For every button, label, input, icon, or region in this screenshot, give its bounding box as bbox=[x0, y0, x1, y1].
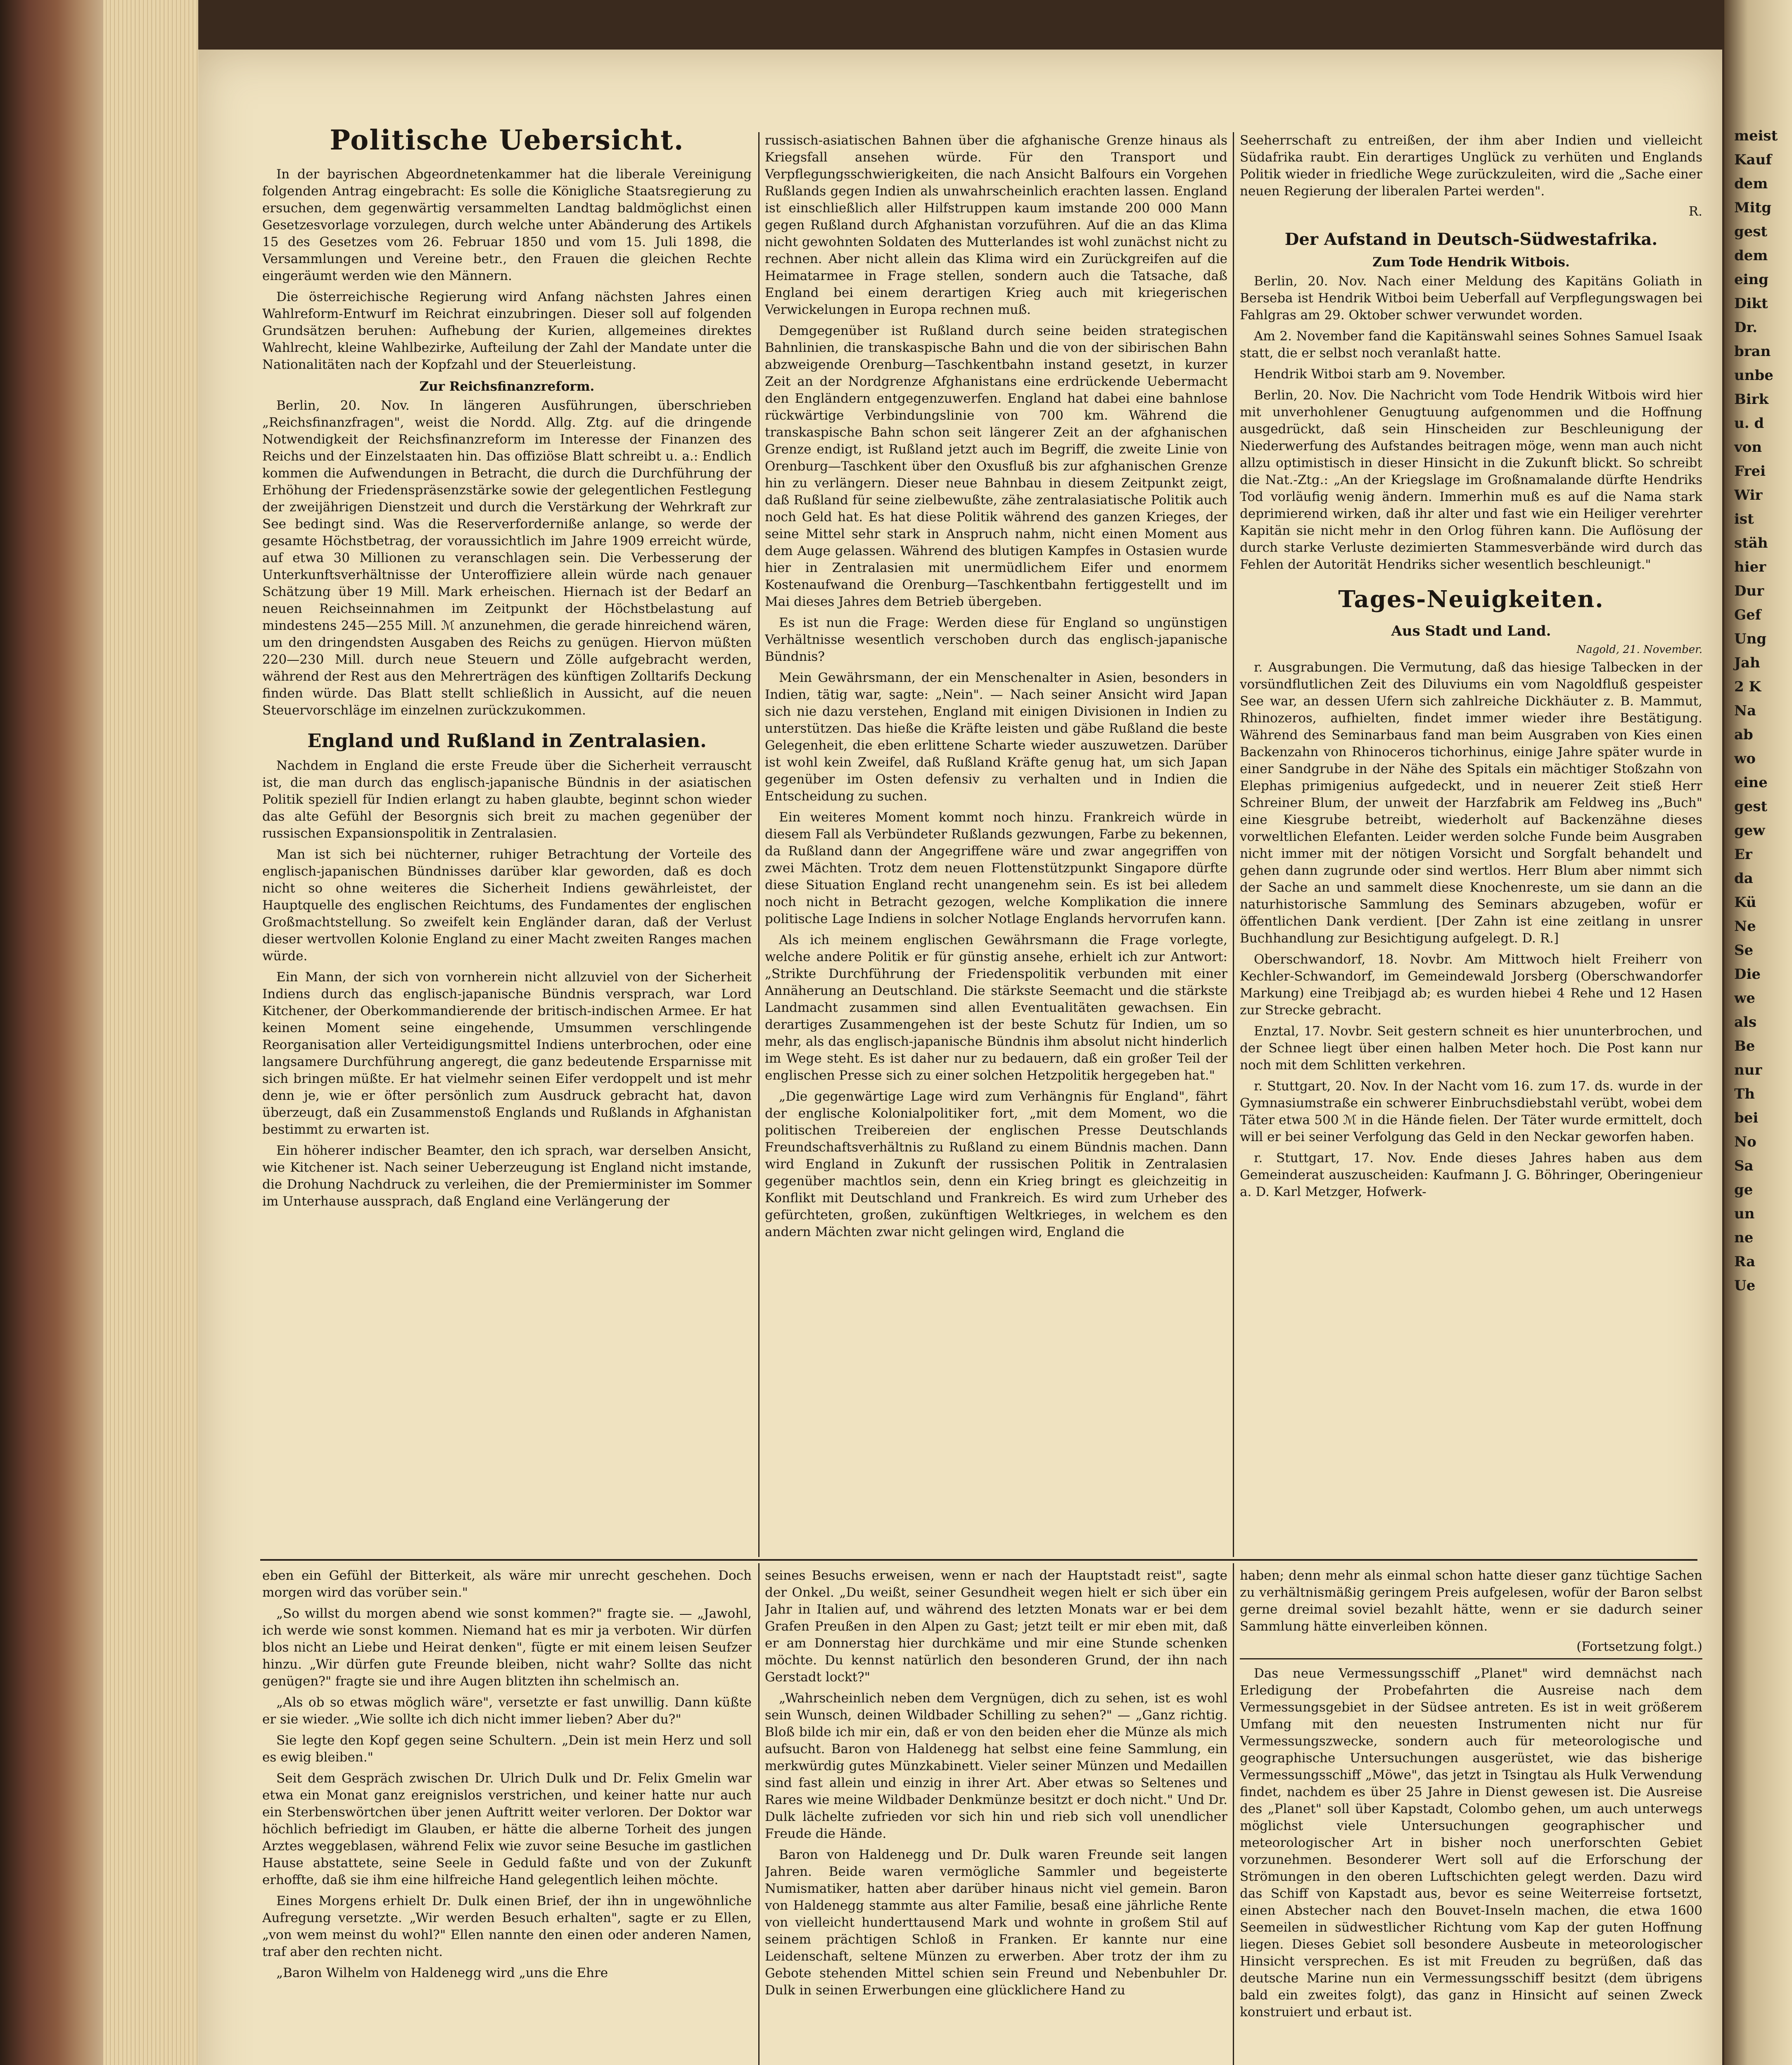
adjacent-page-fragment: von bbox=[1734, 439, 1762, 456]
article-paragraph: „Die gegenwärtige Lage wird zum Verhängnis für England", fährt der englische Kolonialpolitiker fort, „mit dem Moment, wo die politischen Treibereien der englischen Presse Deutschlands Freundschaftsverhältnis zu Rußland zu einem Bündnis machen. Dann wird England in Zukunft der russischen Politik in Zentralasien gegenüber machtlos sein, denn ein Krieg bringt es gleichzeitig in Konflikt mit Deutschland und Frankreich. Es wird zum Urheber des gefürchteten, großen, zukünftigen Weltkrieges, in welchem es den andern Mächten zwar nicht gelingen wird, England die bbox=[765, 1089, 1227, 1239]
news-paragraph: Das neue Vermessungsschiff „Planet" wird demnächst nach Erledigung der Probefahrten die Ausreise nach dem Vermessungsgebiet in der Südsee antreten. Es ist in weit größerem Umfang mit den neuesten Instrumenten nicht nur für Vermessungszwecke, sondern auch für meteorologische und geographische Untersuchungen ausgerüstet, wie das bisherige Vermessungsschiff „Möwe", das jetzt in Tsingtau als Hulk Verwendung findet, nachdem es über 25 Jahre in Dienst gewesen ist. Die Ausreise des „Planet" soll über Kapstadt, Colombo gehen, um auch unterwegs möglichst viele Untersuchungen geographischer und meteorologischer Art in bisher noch unerforschten Gebiet vorzunehmen. Besonderer Wert soll auf die Erforschung der Strömungen in den oberen Luftschichten gelegt werden. Dazu wird das Schiff von Kapstadt aus, bevor es seine Weiterreise fortsetzt, einen Abstecher nach den Bouvet-Inseln machen, die etwa 1600 Seemeilen in südwestlicher Richtung vom Kap der guten Hoffnung liegen. Dieses Gebiet soll besondere Ausbeute in meteorologischer Hinsicht versprechen. Es ist mit Freuden zu begrüßen, daß das deutsche Marine nun ein Vermessungsschiff besitzt (dem übrigens bald ein zweites folgt), das ganz in Hinsicht auf seinen Zweck konstruiert und erbaut ist. bbox=[1240, 1666, 1702, 2020]
adjacent-page-fragment: Wir bbox=[1734, 487, 1763, 503]
adjacent-page-fragment: meist bbox=[1734, 128, 1778, 144]
adjacent-page-fragment: Frei bbox=[1734, 463, 1766, 479]
story-paragraph: Seit dem Gespräch zwischen Dr. Ulrich Dulk und Dr. Felix Gmelin war etwa ein Monat ganz ereignislos verstrichen, und keiner hatte nur auch ein Sterbenswörtchen über jenen Auftritt weiter verloren. Der Doktor war höchlich befriedigt im Glauben, er hätte die alberne Torheit des jungen Arztes weggeblasen, während Felix wie zuvor seine Besuche im gastlichen Hause abstattete, seine Seele in Geduld faßte und von der Zukunft erhoffte, daß sie ihm eine hilfreiche Hand gelegentlich leihen möchte. bbox=[262, 1771, 752, 1887]
story-paragraph: „Baron Wilhelm von Haldenegg wird „uns die Ehre bbox=[276, 1965, 608, 1980]
adjacent-page-fragment: Ue bbox=[1734, 1277, 1756, 1294]
article-paragraph: Enztal, 17. Novbr. Seit gestern schneit es hier ununterbrochen, und der Schnee liegt über einen halben Meter hoch. Die Post kann nur noch mit dem Schlitten verkehren. bbox=[1240, 1024, 1702, 1073]
article-paragraph: russisch-asiatischen Bahnen über die afghanische Grenze hinaus als Kriegsfall ansehen würde. Für den Transport und Verpflegungsschwierigkeiten, die nach Ansicht Balfours ein Vorgehen Rußlands gegen Indien als unwahrscheinlich erachten lassen. England ist einschließlich aller Hilfstruppen kaum imstande 200 000 Mann gegen Rußland durch Afghanistan vorzuführen. Auf die an das Klima nicht gewohnten Soldaten des Mutterlandes ist wohl zunächst nicht zu rechnen. Aber nicht allein das Klima wird ein Zurückgreifen auf die Heimatarmee in Frage stellen, sondern auch die Tatsache, daß England bei einem derartigen Krieg auch mit kriegerischen Verwickelungen in Europa rechnen muß. bbox=[765, 133, 1227, 317]
adjacent-page-fragment: stäh bbox=[1734, 535, 1768, 551]
adjacent-page-fragment: gest bbox=[1734, 223, 1768, 240]
adjacent-page-fragment: Ne bbox=[1734, 918, 1756, 935]
story-paragraph: „Wahrscheinlich neben dem Vergnügen, dich zu sehen, ist es wohl sein Wunsch, deinen Wildbader Schilling zu sehen?" — „Ganz richtig. Bloß bilde ich mir ein, daß er von den beiden eher die Münze als mich aufsucht. Baron von Haldenegg hat selbst eine feine Sammlung, ein merkwürdig gutes Münzkabinett. Vieler seiner Münzen und Medaillen sind fast allein und einzig in ihrer Art. Aber etwas so Seltenes und Rares wie meine Wildbader Denkmünze besitzt er doch nicht." Und Dr. Dulk lächelte zufrieden vor sich hin und rieb sich voll unendlicher Freude die Hände. bbox=[765, 1691, 1227, 1841]
sub-heading-witboi: Zum Tode Hendrik Witbois. bbox=[1372, 255, 1570, 270]
story-paragraph: eben ein Gefühl der Bitterkeit, als wäre mir unrecht geschehen. Doch morgen wird das vorüber sein." bbox=[262, 1568, 752, 1600]
adjacent-page-fragment: dem bbox=[1734, 247, 1768, 264]
story-paragraph: Eines Morgens erhielt Dr. Dulk einen Brief, der ihn in ungewöhnliche Aufregung versetzte. „Wir werden Besuch erhalten", sagte er zu Ellen, „von wem meinst du wohl?" Ellen nannte den einen oder anderen Namen, traf aber den rechten nicht. bbox=[262, 1894, 752, 1959]
story-paragraph: „So willst du morgen abend wie sonst kommen?" fragte sie. — „Jawohl, ich werde wie sonst kommen. Niemand hat es mir ja verboten. Wir dürfen blos nicht an Liebe und Heirat denken", fügte er mit einem leisen Seufzer hinzu. „Wir dürfen gute Freunde bleiben, nicht wahr? Sollte das nicht genügen?" fragte sie und ihre Augen blitzten ihn schelmisch an. bbox=[262, 1606, 752, 1689]
page-edges bbox=[103, 0, 198, 2065]
adjacent-page-fragment: u. d bbox=[1734, 415, 1764, 432]
adjacent-page-fragment: Er bbox=[1734, 846, 1752, 863]
adjacent-page-fragment: Birk bbox=[1734, 391, 1769, 408]
adjacent-page-fragment: ab bbox=[1734, 726, 1753, 743]
adjacent-page-fragment: als bbox=[1734, 1014, 1757, 1030]
feuilleton-rule-1 bbox=[758, 1563, 760, 2065]
adjacent-page-fragment: Ra bbox=[1734, 1253, 1756, 1270]
article-paragraph: Es ist nun die Frage: Werden diese für England so ungünstigen Verhältnisse wesentlich verschoben durch das englisch-japanische Bündnis? bbox=[765, 615, 1227, 664]
continued-note: (Fortsetzung folgt.) bbox=[1576, 1639, 1702, 1654]
column-3 bbox=[1240, 132, 1702, 1553]
article-paragraph: Ein Mann, der sich von vornherein nicht allzuviel von der Sicherheit Indiens durch das englisch-japanische Bündnis versprach, war Lord Kitchener, der Oberkommandierende der britisch-indischen Armee. Er hat keinen Moment seine eingehende, Umsummen verschlingende Reorganisation aller Verteidigungsmittel Indiens unterbrochen, oder eine langsamere Durchführung angeregt, die ganz bedeutende Ersparnisse mit sich bringen müßte. Er hat vielmehr seinen Eifer verdoppelt und ist mehr denn je, wie er öfter persönlich zum Ausdruck gebracht hat, davon überzeugt, daß ein Zusammenstoß Englands und Rußlands in Afghanistan bestimmt zu erwarten ist. bbox=[262, 970, 752, 1137]
adjacent-page-fragment: Mitg bbox=[1734, 199, 1772, 216]
feuilleton-rule-2 bbox=[1233, 1563, 1234, 2065]
story-paragraph: haben; denn mehr als einmal schon hatte dieser ganz tüchtige Sachen zu verhältnismäßig geringem Preis aufgelesen, wofür der Baron selbst gerne dreimal soviel bezahlt hätte, wenn er sie dadurch seiner Sammlung hätte einverleiben können. bbox=[1240, 1568, 1702, 1634]
author-sign: R. bbox=[1688, 204, 1702, 219]
adjacent-page-fragment: Na bbox=[1734, 703, 1756, 719]
feuilleton-left bbox=[262, 1567, 752, 2065]
adjacent-page-fragment: Be bbox=[1734, 1038, 1755, 1054]
article-paragraph: In der bayrischen Abgeordnetenkammer hat die liberale Vereinigung folgenden Antrag eingebracht: Es solle die Königliche Staatsregierung zu ersuchen, dem gegenwärtig versammelten Landtag baldmöglichst einen Gesetzesvorlage vorzulegen, durch welche unter Abänderung des Artikels 15 des Gesetzes vom 26. Februar 1850 und vom 15. Juli 1898, die Versammlungen und Vereine betr., den Frauen die gleichen Rechte eingeräumt werden wie den Männern. bbox=[262, 167, 752, 283]
adjacent-page-text bbox=[1724, 124, 1792, 1298]
story-paragraph: Sie legte den Kopf gegen seine Schultern. „Dein ist mein Herz und soll es ewig bleiben." bbox=[262, 1733, 752, 1765]
adjacent-page-fragment: ne bbox=[1734, 1230, 1754, 1246]
news-rule bbox=[1240, 1658, 1702, 1659]
story-paragraph: seines Besuchs erweisen, wenn er nach der Hauptstadt reist", sagte der Onkel. „Du weißt, seiner Gesundheit wegen hielt er sich über ein Jahr in Italien auf, und während des letzten Monats war er bei dem Grafen Preußen in den Alpen zu Gast; jetzt teilt er mir eben mit, daß er am Donnerstag hier durchkäme und mir eine Stunde schenken möchte. Du kennst natürlich den besonderen Grund, der ihn nach Gerstadt lockt?" bbox=[765, 1568, 1227, 1685]
adjacent-page-fragment: un bbox=[1734, 1206, 1755, 1222]
adjacent-page-fragment: ist bbox=[1734, 511, 1754, 527]
adjacent-page-fragment: bran bbox=[1734, 343, 1771, 360]
adjacent-page-fragment: No bbox=[1734, 1134, 1756, 1150]
article-paragraph: Die österreichische Regierung wird Anfang nächsten Jahres einen Wahlreform-Entwurf im Reichrat einzubringen. Dieser soll auf folgenden Grundsätzen beruhen: Aufhebung der Kurien, allgemeines direktes Wahlrecht, kleine Wahlbezirke, Aufteilung der Zahl der Mandate unter die Nationalitäten nach der Kopfzahl und der Steuerleistung. bbox=[262, 290, 752, 372]
adjacent-page-fragment: dem bbox=[1734, 176, 1768, 192]
article-heading-england: England und Rußland in Zentralasien. bbox=[307, 730, 707, 752]
adjacent-page-fragment: Dikt bbox=[1734, 295, 1768, 312]
adjacent-page-fragment: ge bbox=[1734, 1182, 1753, 1198]
adjacent-page-fragment: unbe bbox=[1734, 367, 1773, 384]
column-1 bbox=[262, 120, 752, 1553]
adjacent-page-fragment: Th bbox=[1734, 1086, 1755, 1102]
article-paragraph: r. Stuttgart, 17. Nov. Ende dieses Jahres haben aus dem Gemeinderat auszuscheiden: Kaufmann J. G. Böhringer, Oberingenieur a. D. Karl Metzger, Hofwerk- bbox=[1240, 1151, 1702, 1199]
section-heading-politics: Politische Uebersicht. bbox=[330, 124, 684, 156]
adjacent-page-fragment: Jah bbox=[1734, 655, 1760, 671]
article-paragraph: r. Ausgrabungen. Die Vermutung, daß das hiesige Talbecken in der vorsündflutlichen Zeit des Diluviums ein vom Nagoldfluß gespeister See war, an dessen Ufern sich zahlreiche Dickhäuter z. B. Mammut, Rhinozeros, aufhielten, findet immer wieder ihre Bestätigung. Während des Seminarbaus fand man beim Ausgraben von Kies einen Backenzahn von Rhinoceros tichorhinus, einige Jahre später wurde in einer Sandgrube in der Nähe des Spitals ein mächtiger Stoßzahn von Elephas primigenius aufgedeckt, und in neuerer Zeit stieß Herr Schreiner Blum, der unweit der Harzfabrik am Feldweg ins „Buch" eine Kiesgrube betreibt, wiederholt auf Backenzähne dieses vorweltlichen Elefanten. Leider werden solche Funde beim Ausgraben nicht immer mit der nötigen Vorsicht und Sorgfalt behandelt und gehen dann zugrunde oder sind wertlos. Herr Blum aber nimmt sich der Sache an und sammelt diese Knochenreste, um sie dann an die naturhistorische Sammlung des Seminars abzugeben, wofür er öffentlichen Dank verdient. [Der Zahn ist eine zeitlang in unsrer Buchhandlung zur Besichtigung aufgelegt. D. R.] bbox=[1240, 660, 1702, 946]
adjacent-page-fragment: Sa bbox=[1734, 1158, 1754, 1174]
adjacent-page-fragment: nur bbox=[1734, 1062, 1762, 1078]
dateline: Nagold, 21. November. bbox=[1576, 643, 1702, 656]
adjacent-page-fragment: gest bbox=[1734, 798, 1768, 815]
sub-heading-local: Aus Stadt und Land. bbox=[1391, 623, 1551, 639]
sub-heading-finance: Zur Reichsfinanzreform. bbox=[419, 379, 595, 394]
column-2 bbox=[765, 132, 1227, 1553]
article-paragraph: Berlin, 20. Nov. Nach einer Meldung des Kapitäns Goliath in Berseba ist Hendrik Witboi beim Ueberfall auf Verpflegungswagen bei Fahlgras am 29. Oktober schwer verwundet worden. bbox=[1240, 274, 1702, 323]
article-paragraph: Demgegenüber ist Rußland durch seine beiden strategischen Bahnlinien, die transkaspische Bahn und die von der sibirischen Bahn abzweigende Orenburg—Taschkentbahn instand gesetzt, in kurzer Zeit an der Nordgrenze Afghanistans eine erdrückende Uebermacht den Engländern entgegenzuwerfen. England hat dabei eine bahnlose rückwärtige Verbindungslinie von 700 km. Während die transkaspische Bahn schon seit längerer Zeit an der afghanischen Grenze endigt, ist Rußland jetzt auch im Begriff, die zweite Linie von Orenburg—Taschkent über den Oxusfluß bis zur afghanischen Grenze hin zu verlängern. Dieser neue Bahnbau in diesem Zeitpunkt zeigt, daß Rußland für seine zielbewußte, zähe zentralasiatische Politik auch noch Geld hat. Es hat diese Politik während des ganzen Krieges, der seine Mittel sehr stark in Anspruch nahm, nicht einen Moment aus dem Auge gelassen. Während des blutigen Kampfes in Ostasien wurde hier in Zentralasien mit unermüdlichem Eifer und enormem Kostenaufwand die Orenburg—Taschkentbahn fertiggestellt und im Mai dieses Jahres dem Betrieb übergeben. bbox=[765, 323, 1227, 609]
article-paragraph: Nachdem in England die erste Freude über die Sicherheit verrauscht ist, die man durch das englisch-japanische Bündnis in der asiatischen Politik speziell für Indien erlangt zu haben glaubte, beginnt schon wieder das alte Gefühl der Besorgnis sich breit zu machen gegenüber der russischen Expansionspolitik in Zentralasien. bbox=[262, 758, 752, 841]
adjacent-page-fragment: Ung bbox=[1734, 631, 1767, 647]
article-paragraph: Oberschwandorf, 18. Novbr. Am Mittwoch hielt Freiherr von Kechler-Schwandorf, im Gemeindewald Jorsberg (Oberschwandorfer Markung) eine Treibjagd ab; es wurden hiebei 4 Rehe und 12 Hasen zur Strecke gebracht. bbox=[1240, 952, 1702, 1018]
article-paragraph: Mein Gewährsmann, der ein Menschenalter in Asien, besonders in Indien, tätig war, sagte: „Nein". — Nach seiner Ansicht wird Japan sich nie dazu verstehen, England mit einigen Divisionen in Indien zu unterstützen. Das hieße die Kräfte leisten und gäbe Rußland die beste Gelegenheit, die eben erlittene Scharte wieder auszuwetzen. Darüber ist wohl kein Zweifel, daß Rußland Kräfte genug hat, um sich Japan gegenüber im Osten defensiv zu verhalten und in Indien die Entscheidung zu suchen. bbox=[765, 670, 1227, 804]
adjacent-page-fragment: Gef bbox=[1734, 607, 1761, 623]
adjacent-page-fragment: gew bbox=[1734, 822, 1765, 839]
adjacent-page-fragment: eing bbox=[1734, 271, 1769, 288]
adjacent-page-fragment: bei bbox=[1734, 1110, 1759, 1126]
adjacent-page-fragment: Kü bbox=[1734, 894, 1756, 911]
article-heading-aufstand: Der Aufstand in Deutsch-Südwestafrika. bbox=[1284, 230, 1658, 249]
adjacent-page-fragment: eine bbox=[1734, 774, 1768, 791]
adjacent-page-fragment: Se bbox=[1734, 942, 1754, 959]
story-paragraph: „Als ob so etwas möglich wäre", versetzte er fast unwillig. Dann küßte er sie wieder. „Wie sollte ich dich nicht immer lieben? Aber du?" bbox=[262, 1695, 752, 1727]
feuilleton-rule bbox=[260, 1559, 1697, 1561]
adjacent-page-fragment: Dr. bbox=[1734, 319, 1758, 336]
newspaper-page bbox=[198, 50, 1722, 2065]
adjacent-page-fragment: Kauf bbox=[1734, 152, 1772, 168]
article-paragraph: Am 2. November fand die Kapitänswahl seines Sohnes Samuel Isaak statt, die er selbst noch veranlaßt hatte. bbox=[1240, 329, 1702, 361]
story-paragraph: Baron von Haldenegg und Dr. Dulk waren Freunde seit langen Jahren. Beide waren vermögliche Sammler und begeisterte Numismatiker, hatten aber darüber hinaus nicht viel gemein. Baron von Haldenegg stammte aus alter Familie, besaß eine jährliche Rente von vielleicht hunderttausend Mark und wohnte in großem Stil auf seinem prächtigen Schloß in Franken. Er kannte nur eine Leidenschaft, seltene Münzen zu erwerben. Aber trotz der ihm zu Gebote stehenden Mittel schien sein Freund und Nebenbuhler Dr. Dulk in seinen Erwerbungen eine glücklichere Hand zu bbox=[765, 1847, 1227, 1998]
article-paragraph: Seeherrschaft zu entreißen, der ihm aber Indien und vielleicht Südafrika raubt. Ein derartiges Unglück zu verhüten und Englands Politik wieder in friedliche Wege zurückzuleiten, wird die „Sache einer neuen Regierung der liberalen Partei werden". bbox=[1240, 133, 1702, 199]
adjacent-page-fragment: hier bbox=[1734, 559, 1766, 575]
article-paragraph: Man ist sich bei nüchterner, ruhiger Betrachtung der Vorteile des englisch-japanischen Bündnisses darüber klar geworden, daß es doch nicht so ohne weiteres die Sicherheit Indiens gewährleistet, der Hauptquelle des englischen Reichtums, des Fundamentes der englischen Großmachtstellung. So zweifelt kein Engländer daran, daß der Verlust dieser wertvollen Kolonie England zu einer Macht zweiten Ranges machen würde. bbox=[262, 847, 752, 964]
column-rule-2 bbox=[1233, 132, 1234, 1557]
adjacent-page-fragment: wo bbox=[1734, 750, 1756, 767]
adjacent-page-fragment: we bbox=[1734, 990, 1755, 1006]
feuilleton-right bbox=[1240, 1567, 1702, 2065]
article-paragraph: Berlin, 20. Nov. In längeren Ausführungen, überschrieben „Reichsfinanzfragen", weist die Nordd. Allg. Ztg. auf die dringende Notwendigkeit der Reichsfinanzreform im Interesse der Finanzen des Reichs und der Einzelstaaten hin. Das offiziöse Blatt schreibt u. a.: Endlich kommen die Aufwendungen in Betracht, die durch die Durchführung der Erhöhung der Friedenspräsenzstärke sowie der gelegentlichen Festlegung der zweijährigen Dienstzeit und durch die Verstärkung der Wehrkraft zur See bedingt sind. Was die Reserverforderniße anlange, so werde der gesamte Höchstbetrag, der voraussichtlich im Jahre 1909 erreicht würde, auf etwa 30 Millionen zu veranschlagen sein. Die Verbesserung der Unterkunftsverhältnisse der Unteroffiziere allein würde nach genauer Schätzung über 19 Mill. Mark erheischen. Hiernach ist der Bedarf an neuen Reichseinnahmen im Zeitpunkt der Höchstbelastung auf mindestens 245—255 Mill. ℳ anzunehmen, die gerade hinreichend wären, um den dringendsten Ausgaben des Reichs zu genügen. Hiervon müßten 220—230 Mill. durch neue Steuern und Zölle aufgebracht werden, während der Rest aus den Mehrerträgen des künftigen Zolltarifs Deckung finden würde. Das Blatt stellt schließlich in Aussicht, auf die neuen Steuervorschläge im einzelnen zurückzukommen. bbox=[262, 398, 752, 718]
article-paragraph: Als ich meinem englischen Gewährsmann die Frage vorlegte, welche andere Politik er für günstig ansehe, erhielt ich zur Antwort: „Strikte Durchführung der Friedenspolitik verbunden mit einer Annäherung an Deutschland. Die stärkste Seemacht und die stärkste Landmacht zusammen sind allen Eventualitäten gewachsen. Ein derartiges Zusammengehen ist der beste Schutz für Indien, um so mehr, als das englisch-japanische Bündnis ihm absolut nicht hinderlich im Wege steht. Es ist daher nur zu bedauern, daß ein großer Teil der englischen Presse sich zu einer solchen Hetzpolitik hergegeben hat." bbox=[765, 933, 1227, 1083]
feuilleton-middle bbox=[765, 1567, 1227, 2065]
adjacent-page-fragment: Dur bbox=[1734, 583, 1764, 599]
adjacent-page-fragment: da bbox=[1734, 870, 1753, 887]
column-rule-1 bbox=[758, 132, 760, 1557]
adjacent-page bbox=[1724, 0, 1792, 2065]
article-paragraph: Ein weiteres Moment kommt noch hinzu. Frankreich würde in diesem Fall als Verbündeter Rußlands gezwungen, Farbe zu bekennen, da Rußland dann der Angegriffene wäre und zwar angegriffen von zwei Mächten. Trotz dem neuen Flottenstützpunkt Singapore dürfte diese Situation England recht unangenehm sein. Es ist bei alledem noch nicht in Betracht gezogen, welche Komplikation die innere politische Lage Indiens in solcher Notlage Englands hervorrufen kann. bbox=[765, 810, 1227, 926]
section-heading-news: Tages-Neuigkeiten. bbox=[1338, 586, 1604, 613]
adjacent-page-fragment: Die bbox=[1734, 966, 1761, 983]
article-paragraph: Hendrik Witboi starb am 9. November. bbox=[1254, 367, 1506, 382]
article-paragraph: Ein höherer indischer Beamter, den ich sprach, war derselben Ansicht, wie Kitchener ist. Nach seiner Ueberzeugung ist England nicht imstande, die Drohung Nachdruck zu verleihen, die der Premierminister im Sommer im Unterhause aussprach, daß England eine Verlängerung der bbox=[262, 1143, 752, 1209]
adjacent-page-fragment: 2 K bbox=[1734, 679, 1761, 695]
article-paragraph: Berlin, 20. Nov. Die Nachricht vom Tode Hendrik Witbois wird hier mit unverhohlener Genugtuung aufgenommen und die Hoffnung ausgedrückt, daß sein Hinscheiden zur Beschleunigung der Niederwerfung des Aufstandes beitragen möge, wenn man auch nicht allzu optimistisch in dieser Hinsicht in die Zukunft blickt. So schreibt die Nat.-Ztg.: „An der Kriegslage im Großnamalande dürfte Hendriks Tod vorläufig wenig ändern. Immerhin muß es auf die Nama stark deprimierend wirken, daß ihr alter und fast wie ein Heiliger verehrter Kapitän sie nicht mehr in den Orlog führen kann. Die Auflösung der durch starke Verluste dezimierten Stammesverbände wird durch das Fehlen der Autorität Hendriks sicher wesentlich beschleunigt." bbox=[1240, 388, 1702, 572]
book-binding bbox=[0, 0, 103, 2065]
article-paragraph: r. Stuttgart, 20. Nov. In der Nacht vom 16. zum 17. ds. wurde in der Gymnasiumstraße ein schwerer Einbruchsdiebstahl verübt, wobei dem Täter etwa 500 ℳ in die Hände fielen. Der Täter wurde ermittelt, doch will er bei seiner Verfolgung das Geld in den Neckar geworfen haben. bbox=[1240, 1079, 1702, 1144]
